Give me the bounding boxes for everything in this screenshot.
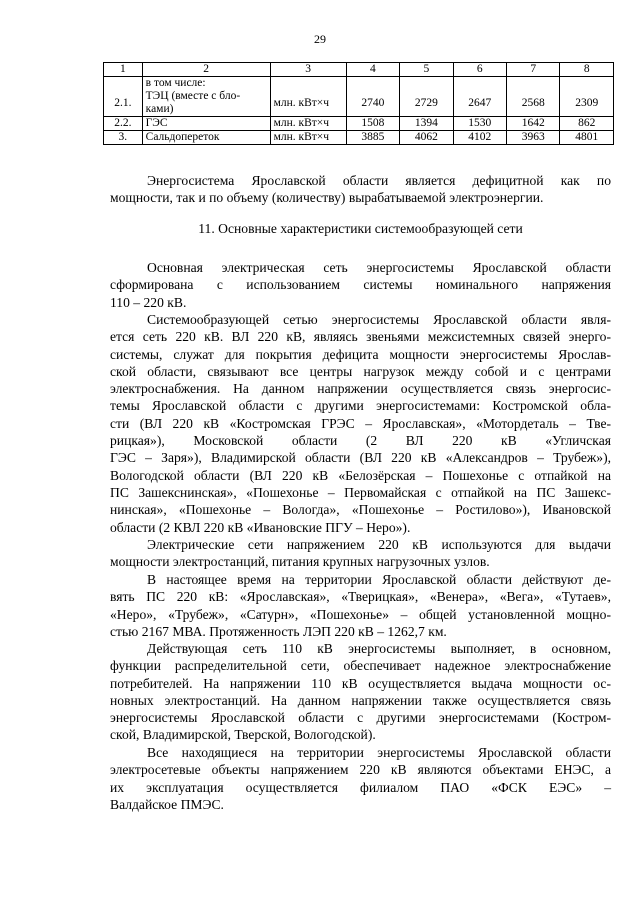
paragraph-4	[110, 571, 611, 640]
row-name: ГЭС	[142, 117, 270, 131]
text-line: вять ПС 220 кВ: «Ярославская», «Тверицкая», «Венера», «Вега», «Тутаев»,	[110, 589, 611, 605]
text-line: нинская», «Пошехонье – Вологда», «Пошехонье – Ростилово»), Ивановской	[110, 502, 611, 518]
table-cell	[507, 77, 560, 91]
text-line: Электрические сети напряжением 220 кВ используются для выдачи	[147, 537, 611, 552]
paragraph-6	[110, 744, 611, 813]
text-line: стью 2167 МВА. Протяженность ЛЭП 220 кВ – 1262,7 км.	[110, 623, 447, 639]
text-line: мощности, так и по объему (количеству) вырабатываемой электроэнергии.	[110, 190, 544, 206]
table-header-cell: 4	[346, 63, 399, 77]
text-line: В настоящее время на территории Ярославской области действуют де-	[147, 572, 611, 587]
table-row	[104, 90, 614, 117]
text-line: сти (ВЛ 220 кВ «Костромская ГРЭС – Ярославская», «Мотордеталь – Тве-	[110, 415, 611, 431]
table-row	[104, 131, 614, 145]
text-line: 110 – 220 кВ.	[110, 294, 187, 310]
text-line: ется сеть 220 кВ. ВЛ 220 кВ, являясь звеньями межсистемных связей энерго-	[110, 329, 611, 345]
text-line: темы Ярославской области с другими энергосистемами: Костромской обла-	[110, 398, 611, 414]
text-line: Энергосистема Ярославской области является дефицитной как по	[147, 173, 611, 188]
row-name-line: ками)	[145, 103, 174, 115]
table-cell: 862	[560, 117, 614, 131]
paragraph-1	[110, 259, 611, 311]
table-cell: 2740	[346, 90, 399, 117]
row-unit: млн. кВт×ч	[270, 90, 346, 117]
text-line: электросетевые объекты напряжением 220 кВ являются объектами ЕНЭС, а	[110, 762, 611, 778]
text-line: Валдайское ПМЭС.	[110, 796, 224, 812]
section-heading: 11. Основные характеристики системообразующей сети	[198, 221, 523, 236]
intro-paragraph	[110, 172, 611, 207]
table-cell: 4062	[400, 131, 453, 145]
text-line: Основная электрическая сеть энергосистемы Ярославской области	[147, 260, 611, 275]
text-line: их эксплуатация осуществляется филиалом ПАО «ФСК ЕЭС» –	[110, 779, 611, 795]
table-cell: 4102	[453, 131, 506, 145]
text-line: новных электростанций. На данном напряжении также осуществляется связь	[110, 692, 611, 708]
table-header-row	[104, 63, 614, 77]
row-name-line: ТЭЦ (вместе с бло-	[145, 90, 241, 102]
table-cell: 2568	[507, 90, 560, 117]
table-cell: 2729	[400, 90, 453, 117]
text-line: сформирована с использованием системы номинального напряжения	[110, 277, 611, 293]
text-line: Системообразующей сетью энергосистемы Ярославской области явля-	[147, 312, 611, 327]
text-line: потребителей. На напряжении 110 кВ осуществляется выдача мощности ос-	[110, 675, 611, 691]
table-header-cell: 5	[400, 63, 453, 77]
paragraph-5	[110, 640, 611, 744]
text-line: «Неро», «Трубеж», «Сатурн», «Пошехонье» – общей установленной мощно-	[110, 606, 611, 622]
text-line: Действующая сеть 110 кВ энергосистемы выполняет, в основном,	[147, 641, 611, 656]
table-cell	[400, 77, 453, 91]
row-number: 2.2.	[104, 117, 143, 131]
table-cell	[346, 77, 399, 91]
text-line: рицкая»), Московской области (2 ВЛ 220 кВ «Угличская	[110, 433, 611, 449]
table-cell: 2309	[560, 90, 614, 117]
table-header-cell: 7	[507, 63, 560, 77]
table-header-cell: 2	[142, 63, 270, 77]
table-cell	[560, 77, 614, 91]
text-line: ПС Зашекснинская», «Пошехонье – Первомайская с отпайкой на ПС Зашекс-	[110, 484, 611, 500]
table-header-cell: 1	[104, 63, 143, 77]
table-cell: 1508	[346, 117, 399, 131]
table-cell: 1530	[453, 117, 506, 131]
table-cell	[104, 77, 143, 91]
table-cell: 3885	[346, 131, 399, 145]
text-line: области (2 КВЛ 220 кВ «Ивановские ПГУ – Неро»).	[110, 519, 411, 535]
energy-balance-table	[103, 62, 614, 145]
table-header-cell: 3	[270, 63, 346, 77]
paragraph-2	[110, 311, 611, 536]
table-subheader: в том числе:	[142, 77, 270, 91]
text-line: функции распределительной сети, обеспечивает надежное электроснабжение	[110, 658, 611, 674]
row-name	[142, 90, 270, 117]
row-number: 2.1.	[104, 90, 143, 117]
table-cell: 4801	[560, 131, 614, 145]
text-line: ской, Владимирской, Тверской, Вологодской).	[110, 727, 376, 743]
table-row	[104, 77, 614, 91]
page-number: 29	[314, 32, 326, 46]
paragraph-3	[110, 536, 611, 571]
text-line: ГЭС – Заря»), Владимирской области (ВЛ 220 кВ «Александров – Трубеж»),	[110, 450, 611, 466]
text-line: ской области, связывают все центры нагрузок между собой и с центрами	[110, 363, 611, 379]
row-unit: млн. кВт×ч	[270, 131, 346, 145]
table-cell: 1394	[400, 117, 453, 131]
table-cell: 2647	[453, 90, 506, 117]
text-line: энергосистемы Ярославской области с другими энергосистемами (Костром-	[110, 710, 611, 726]
row-unit: млн. кВт×ч	[270, 117, 346, 131]
text-line: системы, служат для покрытия дефицита мощности энергосистемы Ярослав-	[110, 346, 611, 362]
table-header-cell: 6	[453, 63, 506, 77]
text-line: электроснабжения. На данном напряжении осуществляется связь энергосис-	[110, 381, 611, 397]
row-number: 3.	[104, 131, 143, 145]
table-header-cell: 8	[560, 63, 614, 77]
table-cell	[453, 77, 506, 91]
row-name: Сальдопереток	[142, 131, 270, 145]
text-line: Все находящиеся на территории энергосистемы Ярославской области	[147, 745, 611, 760]
table-cell	[270, 77, 346, 91]
table-cell: 1642	[507, 117, 560, 131]
table-cell: 3963	[507, 131, 560, 145]
table-row	[104, 117, 614, 131]
text-line: мощности электростанций, питания крупных нагрузочных узлов.	[110, 554, 490, 570]
text-line: Вологодской области (ВЛ 220 кВ «Белозёрская – Пошехонье с отпайкой на	[110, 467, 611, 483]
